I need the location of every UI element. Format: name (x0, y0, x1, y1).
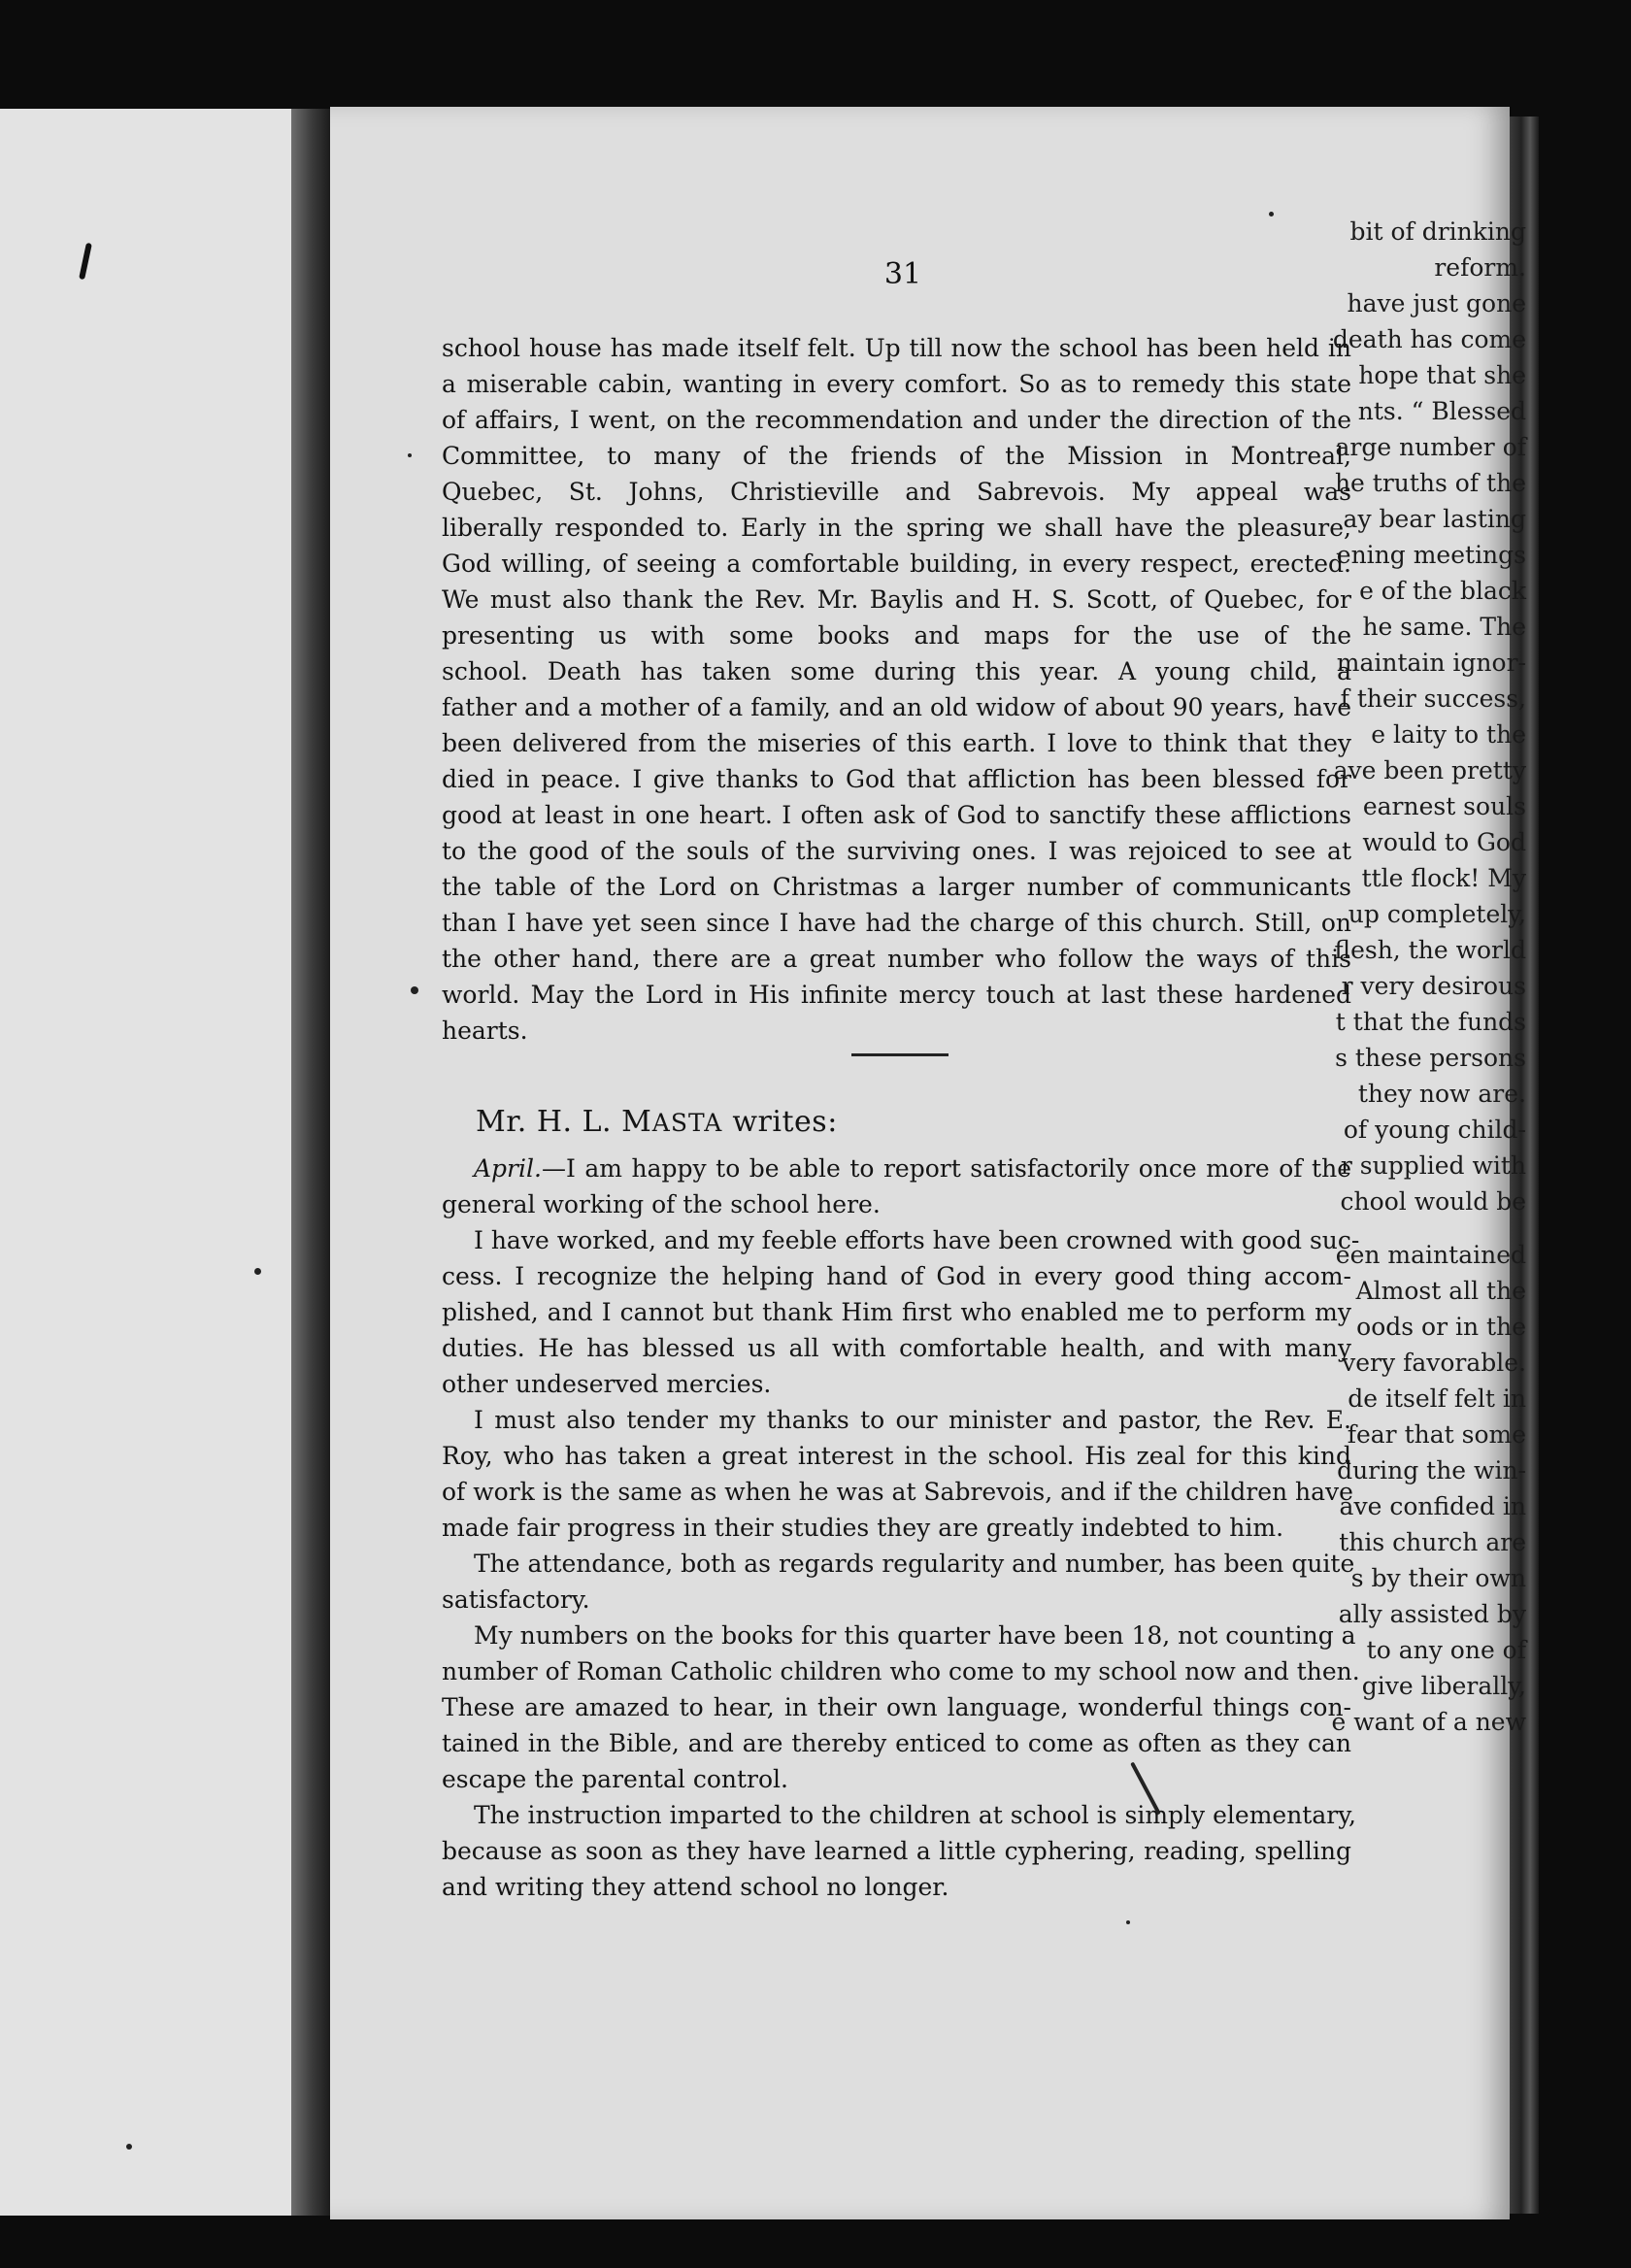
text-line: because as soon as they have learned a little cyphering, reading, spelling (442, 1837, 1351, 1865)
left-page-line: during the win- (1337, 1456, 1526, 1484)
text-line: father and a mother of a family, and an old widow of about 90 years, have (442, 693, 1351, 721)
left-page-line: reform. (1434, 253, 1526, 282)
text-line: number of Roman Catholic children who come to my school now and then. (442, 1657, 1360, 1685)
text-line: been delivered from the miseries of this earth. I love to think that they (442, 729, 1351, 757)
left-page-line: hope that she (1358, 361, 1526, 389)
section-divider (851, 1053, 949, 1056)
text-line: general working of the school here. (442, 1190, 881, 1218)
heading-name (621, 1105, 723, 1139)
left-page-line: r very desirous (1341, 972, 1526, 1000)
text-line: tained in the Bible, and are thereby enticed to come as often as they can (442, 1729, 1351, 1757)
left-page-line: would to God (1362, 828, 1526, 856)
left-page-line: s by their own (1350, 1564, 1526, 1592)
left-page-line: e of the black (1359, 577, 1526, 605)
text-line: presenting us with some books and maps for the use of the (442, 621, 1351, 650)
letter-body (442, 1151, 1360, 1905)
left-page-scan (0, 109, 296, 2216)
letter-first-line-text: —I am happy to be able to report satisfactorily once more of the (541, 1154, 1351, 1183)
text-line: and writing they attend school no longer. (442, 1873, 949, 1901)
text-line: other undeserved mercies. (442, 1370, 772, 1398)
left-page-line: they now are. (1357, 1080, 1526, 1108)
text-line: good at least in one heart. I often ask of God to sanctify these afflictions (442, 801, 1351, 829)
text-line: the other hand, there are a great number who follow the ways of this (442, 945, 1351, 973)
left-page-line: this church are (1339, 1528, 1526, 1556)
text-line: Committee, to many of the friends of the Mission in Montreal, (442, 442, 1351, 470)
scan-speck (408, 453, 412, 457)
text-line: world. May the Lord in His infinite mercy touch at last these hardened (442, 981, 1351, 1009)
left-page-line: up completely, (1348, 900, 1526, 928)
left-page-line: e laity to the (1371, 720, 1526, 749)
text-line: The instruction imparted to the children at school is simply elementary, (474, 1801, 1356, 1829)
heading-name-rest: ASTA (651, 1109, 723, 1137)
scan-speck (411, 986, 418, 994)
left-page-line: een maintained (1335, 1241, 1526, 1269)
left-page-line: death has come (1332, 325, 1526, 353)
text-line: than I have yet seen since I have had the charge of this church. Still, on (442, 909, 1351, 937)
text-line: I have worked, and my feeble efforts have been crowned with good suc- (474, 1226, 1360, 1254)
text-line: cess. I recognize the helping hand of God in every good thing accom- (442, 1262, 1351, 1290)
scan-speck (1269, 212, 1274, 217)
left-page-line: arge number of (1335, 433, 1526, 461)
text-line: of work is the same as when he was at Sabrevois, and if the children have (442, 1478, 1353, 1506)
letter-lines (442, 1186, 1360, 1905)
heading-name-initial: M (621, 1105, 652, 1139)
text-line: escape the parental control. (442, 1765, 788, 1793)
text-line: The attendance, both as regards regularity and number, has been quite (474, 1550, 1355, 1578)
letter-first-line (442, 1151, 1351, 1186)
scan-speck (1126, 1920, 1130, 1924)
left-page-line: he same. The (1362, 613, 1526, 641)
text-line: God willing, of seeing a comfortable building, in every respect, erected. (442, 550, 1351, 578)
text-line: a miserable cabin, wanting in every comfort. So as to remedy this state (442, 370, 1351, 398)
paragraph-continued (442, 330, 1351, 1049)
left-page-line: e want of a new (1331, 1708, 1526, 1736)
text-line: satisfactory. (442, 1585, 590, 1614)
book-gutter (291, 109, 330, 2216)
text-line: I must also tender my thanks to our minister and pastor, the Rev. E. (474, 1406, 1351, 1434)
text-line: liberally responded to. Early in the spring we shall have the pleasure, (442, 514, 1351, 542)
left-page-line: very favorable. (1342, 1349, 1526, 1377)
left-page-line: t that the funds (1335, 1008, 1526, 1036)
left-page-line: f their success, (1340, 684, 1526, 713)
scan-speck (254, 1268, 261, 1275)
left-page-line: to any one of (1366, 1636, 1526, 1664)
left-page-line: oods or in the (1356, 1313, 1526, 1341)
left-page-line: de itself felt in (1348, 1384, 1526, 1413)
text-line: plished, and I cannot but thank Him first who enabled me to perform my (442, 1298, 1351, 1326)
left-page-line: ening meetings (1336, 541, 1526, 569)
left-page-line: of young child- (1343, 1116, 1526, 1144)
left-page-line: earnest souls (1362, 792, 1526, 820)
left-page-line: nts. “ Blessed (1357, 397, 1526, 425)
page-number: 31 (883, 257, 922, 291)
left-page-line: bit of drinking (1349, 217, 1526, 246)
heading-suffix: writes: (722, 1105, 838, 1139)
text-line: These are amazed to hear, in their own language, wonderful things con- (442, 1693, 1351, 1721)
left-page-line: ave confided in (1339, 1492, 1526, 1520)
text-line: made fair progress in their studies they are greatly indebted to him. (442, 1514, 1284, 1542)
left-page-line: ally assisted by (1338, 1600, 1526, 1628)
left-page-line: flesh, the world (1334, 936, 1526, 964)
text-line: Quebec, St. Johns, Christieville and Sabrevois. My appeal was (442, 478, 1351, 506)
left-page-line: chool would be (1340, 1187, 1526, 1216)
left-page-line: he truths of the (1334, 469, 1526, 497)
heading-prefix: Mr. H. L. (476, 1105, 622, 1139)
left-page-line: have just gone (1347, 289, 1526, 317)
left-page-line: s these persons (1335, 1044, 1526, 1072)
text-line: duties. He has blessed us all with comfortable health, and with many (442, 1334, 1351, 1362)
left-page-line: ttle flock! My (1361, 864, 1526, 892)
left-page-line: give liberally, (1361, 1672, 1526, 1700)
text-line: of affairs, I went, on the recommendation and under the direction of the (442, 406, 1351, 434)
left-page-line: Almost all the (1355, 1277, 1526, 1305)
left-page-line: maintain ignor- (1336, 649, 1526, 677)
left-page-line: ave been pretty (1333, 756, 1526, 784)
text-line: died in peace. I give thanks to God that affliction has been blessed for (442, 765, 1351, 793)
text-line: Roy, who has taken a great interest in the school. His zeal for this kind (442, 1442, 1351, 1470)
text-line: We must also thank the Rev. Mr. Baylis and H. S. Scott, of Quebec, for (442, 585, 1351, 614)
text-line: hearts. (442, 1017, 528, 1045)
text-line: school. Death has taken some during this year. A young child, a (442, 657, 1351, 685)
left-page-line: r supplied with (1340, 1151, 1526, 1180)
text-line: the table of the Lord on Christmas a larger number of communicants (442, 873, 1351, 901)
letter-date: April. (474, 1154, 542, 1183)
text-line: My numbers on the books for this quarter have been 18, not counting a (474, 1621, 1356, 1650)
scan-speck (126, 2144, 132, 2150)
text-line: to the good of the souls of the surviving ones. I was rejoiced to see at (442, 837, 1351, 865)
left-page-line: ay bear lasting (1343, 505, 1526, 533)
left-page-line: fear that some (1347, 1420, 1526, 1449)
section-heading (476, 1105, 838, 1139)
text-line: school house has made itself felt. Up till now the school has been held in (442, 334, 1351, 362)
